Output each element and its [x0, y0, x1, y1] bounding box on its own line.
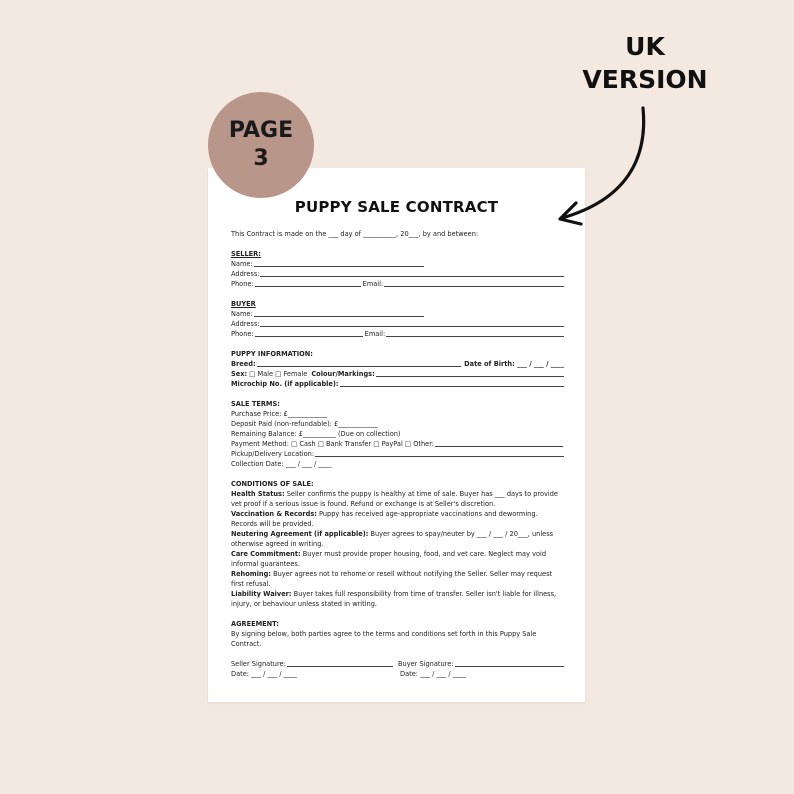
buyer-signature-field[interactable] [398, 659, 564, 669]
contract-body [231, 229, 564, 679]
page-badge-label: PAGE [228, 118, 294, 143]
microchip-label: Microchip No. (if applicable): [231, 380, 339, 388]
condition-rehoming: Rehoming: Buyer agrees not to rehome or resell without notifying the Seller. Seller may request first refusal. [231, 570, 553, 588]
seller-name-field[interactable] [231, 259, 564, 269]
contract-page [208, 168, 585, 702]
condition-health: Health Status: Seller confirms the puppy is healthy at time of sale. Buyer has ___ days to provide vet proof if a serious issue is found. Refund or exchange is at Seller's discretion. [231, 490, 558, 508]
document-title: PUPPY SALE CONTRACT [294, 198, 499, 216]
buyer-date-field[interactable]: Date: ___ / ___ / ____ [400, 670, 466, 678]
seller-phone-label: Phone: [231, 280, 254, 288]
seller-address-label: Address: [231, 270, 260, 278]
seller-heading: SELLER: [231, 250, 261, 258]
condition-vaccination: Vaccination & Records: Puppy has received age-appropriate vaccinations and deworming. Records will be provided. [231, 510, 538, 528]
condition-neutering: Neutering Agreement (if applicable): Buyer agrees to spay/neuter by ___ / ___ / 20___, unless otherwise agreed in writing. [231, 530, 554, 548]
signature-row [231, 659, 564, 679]
condition-care: Care Commitment: Buyer must provide proper housing, food, and vet care. Neglect may void informal guarantees. [231, 550, 547, 568]
deposit-field[interactable]: Deposit Paid (non-refundable): £____________ [231, 420, 378, 428]
buyer-name-field[interactable] [231, 309, 564, 319]
page-badge [208, 92, 314, 198]
balance-field[interactable]: Remaining Balance: £__________ (Due on collection) [231, 430, 401, 438]
seller-date-field[interactable]: Date: ___ / ___ / ____ [231, 670, 297, 678]
seller-address-field[interactable] [231, 269, 564, 279]
pickup-field[interactable] [231, 449, 564, 459]
purchase-price-field[interactable]: Purchase Price: £____________ [231, 410, 328, 418]
dob-field[interactable]: Date of Birth: ___ / ___ / ____ [464, 360, 564, 368]
buyer-phone-label: Phone: [231, 330, 254, 338]
collection-date-field[interactable]: Collection Date: ___ / ___ / ____ [231, 460, 332, 468]
seller-signature-field[interactable] [231, 659, 393, 669]
buyer-contact-field[interactable] [231, 329, 564, 339]
payment-method-field[interactable] [231, 439, 564, 449]
sex-label: Sex: [231, 370, 248, 378]
buyer-heading: BUYER [231, 300, 256, 308]
version-label-line2: VERSION [582, 65, 708, 94]
buyer-address-field[interactable] [231, 319, 564, 329]
buyer-email-label: Email: [364, 330, 386, 338]
payment-method-label: Payment Method: □ Cash □ Bank Transfer □ PayPal □ Other: [231, 440, 435, 448]
microchip-field[interactable] [231, 379, 564, 389]
pickup-label: Pickup/Delivery Location: [231, 450, 315, 458]
colour-label: Colour/Markings: [311, 370, 375, 378]
seller-signature-label: Seller Signature: [231, 660, 286, 668]
page-badge-number: 3 [253, 146, 269, 171]
buyer-signature-label: Buyer Signature: [398, 660, 454, 668]
curved-arrow-icon [550, 100, 660, 235]
sale-terms-heading: SALE TERMS: [231, 400, 280, 408]
buyer-address-label: Address: [231, 320, 260, 328]
seller-email-label: Email: [362, 280, 384, 288]
sex-options[interactable]: □ Male □ Female [249, 370, 308, 378]
agreement-heading: AGREEMENT: [231, 620, 279, 628]
agreement-text: By signing below, both parties agree to the terms and conditions set forth in this Puppy Sale Contract. [231, 630, 537, 648]
buyer-name-label: Name: [231, 310, 253, 318]
conditions-heading: CONDITIONS OF SALE: [231, 480, 314, 488]
breed-field[interactable] [231, 359, 564, 369]
intro-text: This Contract is made on the ___ day of __________, 20___, by and between: [231, 230, 479, 238]
sex-colour-field[interactable] [231, 369, 564, 379]
condition-liability: Liability Waiver: Buyer takes full responsibility from time of transfer. Seller isn't liable for illness, injury, or behaviour unless stated in writing. [231, 590, 557, 608]
puppy-info-heading: PUPPY INFORMATION: [231, 350, 313, 358]
breed-label: Breed: [231, 360, 256, 368]
version-label [575, 30, 715, 96]
version-label-line1: UK [625, 32, 665, 61]
seller-contact-field[interactable] [231, 279, 564, 289]
seller-name-label: Name: [231, 260, 253, 268]
